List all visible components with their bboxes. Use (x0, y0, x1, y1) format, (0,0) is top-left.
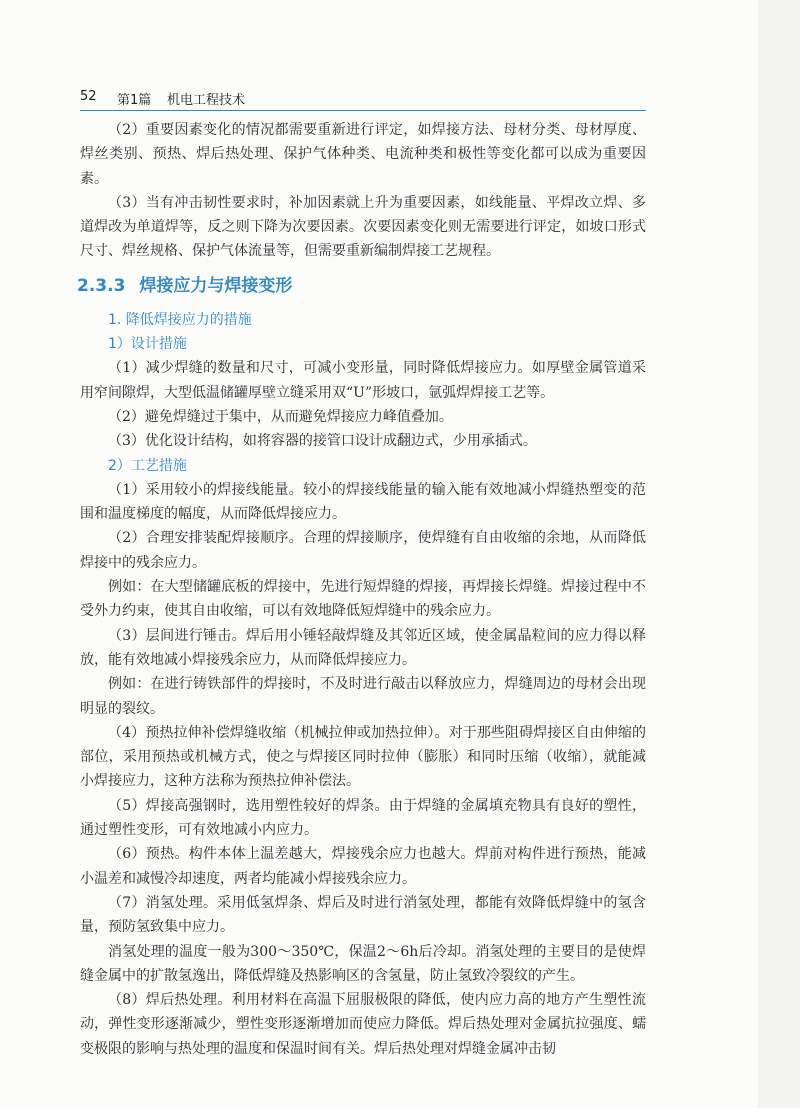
page-number: 52 (80, 89, 97, 104)
paragraph: （2）避免焊缝过于集中，从而避免焊接应力峰值叠加。 (108, 408, 453, 425)
paragraph: （3）层间进行锤击。焊后用小锤轻敲焊缝及其邻近区域，使金属晶粒间的应力得以释放，能有效地减小焊接残余应力，从而降低焊接应力。 (80, 627, 646, 668)
paragraph: （3）优化设计结构，如将容器的接管口设计成翻边式，少用承插式。 (108, 433, 537, 450)
subsection-heading: 1. 降低焊接应力的措施 (108, 311, 252, 328)
section-number: 2.3.3 (77, 275, 126, 296)
paragraph: （7）消氢处理。采用低氢焊条、焊后及时进行消氢处理，都能有效降低焊缝中的氢含量，预防氢致集中应力。 (80, 894, 646, 936)
running-header (80, 86, 646, 108)
paragraph: （3）当有冲击韧性要求时，补加因素就上升为重要因素，如线能量、平焊改立焊、多道焊改为单道焊等，反之则下降为次要因素。次要因素变化则无需要进行评定，如坡口形式尺寸、焊丝规格、保护气体流量等，但需要重新编制焊接工艺规程。 (80, 194, 646, 260)
process-heading: 2）工艺措施 (108, 457, 187, 474)
paragraph: （2）合理安排装配焊接顺序。合理的焊接顺序，使焊缝有自由收缩的余地，从而降低焊接中的残余应力。 (80, 530, 646, 571)
section-heading (77, 266, 646, 306)
paragraph: （1）采用较小的焊接线能量。较小的焊接线能量的输入能有效地减小焊缝热塑变的范围和温度梯度的幅度，从而降低焊接应力。 (80, 481, 646, 523)
page-content (77, 118, 646, 1061)
part-label: 第1篇 (117, 93, 152, 108)
paragraph: 例如：在进行铸铁部件的焊接时，不及时进行敲击以释放应力，焊缝周边的母材会出现明显的裂纹。 (80, 676, 646, 717)
page-edge-shadow (758, 0, 800, 1108)
paragraph: （2）重要因素变化的情况都需要重新进行评定，如焊接方法、母材分类、母材厚度、焊丝类别、预热、焊后热处理、保护气体种类、电流种类和极性等变化都可以成为重要因素。 (80, 122, 646, 187)
header-title: 机电工程技术 (167, 93, 246, 108)
design-heading: 1）设计措施 (108, 336, 187, 353)
paragraph: （6）预热。构件本体上温差越大，焊接残余应力也越大。焊前对构件进行预热，能减小温差和减慢冷却速度，两者均能减小焊接残余应力。 (80, 846, 646, 887)
paragraph: （4）预热拉伸补偿焊缝收缩（机械拉伸或加热拉伸）。对于那些阻碍焊接区自由伸缩的部位，采用预热或机械方式，使之与焊接区同时拉伸（膨胀）和同时压缩（收缩），就能减小焊接应力，这种方法称为预热拉伸补偿法。 (80, 724, 646, 790)
section-title: 焊接应力与焊接变形 (139, 275, 293, 296)
paragraph: （8）焊后热处理。利用材料在高温下屈服极限的降低，使内应力高的地方产生塑性流动，弹性变形逐渐减少，塑性变形逐渐增加而使应力降低。焊后热处理对金属抗拉强度、蠕变极限的影响与热处理的温度和保温时间有关。焊后热处理对焊缝金属冲击韧 (80, 992, 646, 1057)
paragraph: （5）焊接高强钢时，选用塑性较好的焊条。由于焊缝的金属填充物具有良好的塑性，通过塑性变形，可有效地减小内应力。 (80, 797, 646, 839)
paragraph: （1）减少焊缝的数量和尺寸，可减小变形量，同时降低焊接应力。如厚壁金属管道采用窄间隙焊，大型低温储罐厚壁立缝采用双“U”形坡口，氩弧焊焊接工艺等。 (80, 360, 646, 401)
paragraph: 例如：在大型储罐底板的焊接中，先进行短焊缝的焊接，再焊接长焊缝。焊接过程中不受外力约束，使其自由收缩，可以有效地降低短焊缝中的残余应力。 (80, 579, 646, 620)
header-rule (80, 110, 646, 111)
paragraph: 消氢处理的温度一般为300～350℃，保温2～6h后冷却。消氢处理的主要目的是使焊缝金属中的扩散氢逸出，降低焊缝及热影响区的含氢量，防止氢致冷裂纹的产生。 (80, 943, 646, 984)
